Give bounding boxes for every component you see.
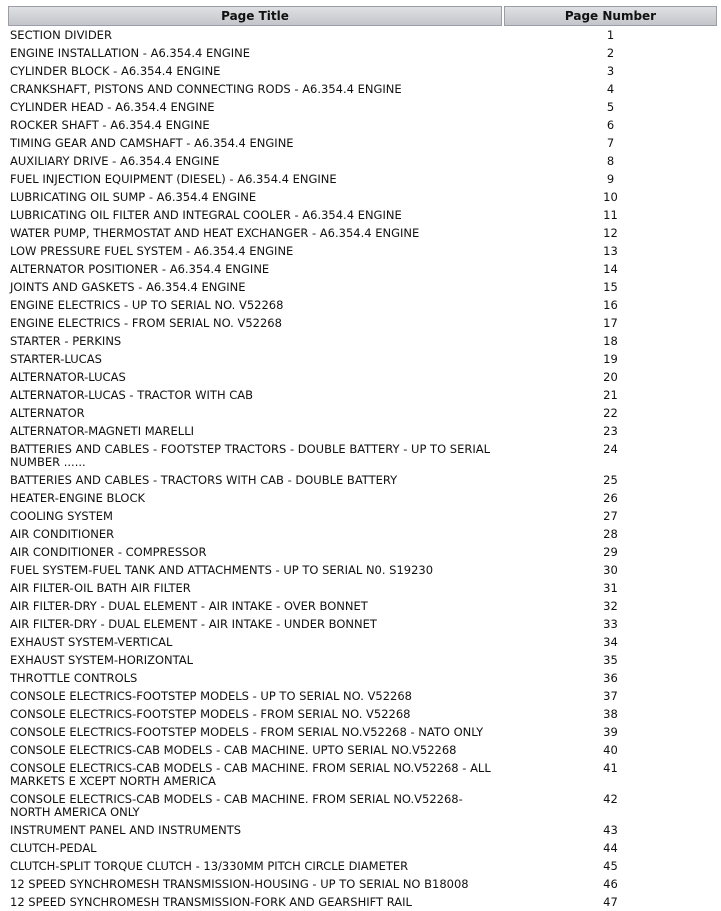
row-page-number: 45	[603, 859, 618, 873]
row-page-number: 9	[606, 172, 615, 186]
table-row[interactable]	[8, 875, 717, 893]
table-row[interactable]	[8, 525, 717, 543]
row-page-number: 11	[603, 208, 618, 222]
table-row[interactable]	[8, 422, 717, 440]
row-page-number: 28	[603, 527, 618, 541]
row-page-title[interactable]: FUEL INJECTION EQUIPMENT (DIESEL) - A6.354.4 ENGINE	[10, 172, 337, 186]
table-row[interactable]	[8, 152, 717, 170]
table-row[interactable]	[8, 790, 717, 821]
table-header-row	[8, 6, 717, 26]
row-page-number: 24	[603, 442, 618, 456]
row-page-number: 37	[603, 689, 618, 703]
row-page-title[interactable]: ENGINE ELECTRICS - FROM SERIAL NO. V52268	[10, 316, 282, 330]
row-page-title[interactable]: CONSOLE ELECTRICS-CAB MODELS - CAB MACHINE. UPTO SERIAL NO.V52268	[10, 743, 457, 757]
row-page-number: 17	[603, 316, 618, 330]
table-row[interactable]	[8, 332, 717, 350]
row-page-number: 7	[606, 136, 615, 150]
row-page-number: 1	[606, 28, 615, 42]
row-page-number: 43	[603, 823, 618, 837]
row-page-number: 19	[603, 352, 618, 366]
row-page-title[interactable]: LUBRICATING OIL FILTER AND INTEGRAL COOLER - A6.354.4 ENGINE	[10, 208, 402, 222]
row-page-title[interactable]: ROCKER SHAFT - A6.354.4 ENGINE	[10, 118, 210, 132]
table-row[interactable]	[8, 857, 717, 875]
row-page-title[interactable]: INSTRUMENT PANEL AND INSTRUMENTS	[10, 823, 242, 837]
row-page-number: 13	[603, 244, 618, 258]
table-row[interactable]	[8, 651, 717, 669]
row-page-title[interactable]: CLUTCH-PEDAL	[10, 841, 97, 855]
row-page-title[interactable]: AUXILIARY DRIVE - A6.354.4 ENGINE	[10, 154, 220, 168]
page-number-column-header[interactable]: Page Number	[504, 6, 717, 26]
row-page-title[interactable]: BATTERIES AND CABLES - TRACTORS WITH CAB - DOUBLE BATTERY	[10, 473, 398, 487]
table-row[interactable]	[8, 597, 717, 615]
table-row[interactable]	[8, 579, 717, 597]
row-page-number: 25	[603, 473, 618, 487]
table-row[interactable]	[8, 278, 717, 296]
row-page-title[interactable]: CONSOLE ELECTRICS-CAB MODELS - CAB MACHINE. FROM SERIAL NO.V52268 - ALL MARKETS E XCEPT NORTH AMERICA	[10, 761, 491, 788]
row-page-title[interactable]: STARTER-LUCAS	[10, 352, 102, 366]
row-page-number: 30	[603, 563, 618, 577]
row-page-title[interactable]: WATER PUMP, THERMOSTAT AND HEAT EXCHANGER - A6.354.4 ENGINE	[10, 226, 420, 240]
row-page-title[interactable]: ALTERNATOR-MAGNETI MARELLI	[10, 424, 194, 438]
row-page-number: 32	[603, 599, 618, 613]
table-row[interactable]	[8, 723, 717, 741]
table-row[interactable]	[8, 134, 717, 152]
row-page-number: 3	[606, 64, 615, 78]
row-page-title[interactable]: ENGINE ELECTRICS - UP TO SERIAL NO. V52268	[10, 298, 284, 312]
row-page-title[interactable]: BATTERIES AND CABLES - FOOTSTEP TRACTORS - DOUBLE BATTERY - UP TO SERIAL NUMBER ......	[10, 442, 490, 469]
row-page-number: 33	[603, 617, 618, 631]
row-page-title[interactable]: EXHAUST SYSTEM-HORIZONTAL	[10, 653, 194, 667]
row-page-number: 39	[603, 725, 618, 739]
page-title-column-header[interactable]: Page Title	[8, 6, 502, 26]
row-page-number: 41	[603, 761, 618, 775]
table-row[interactable]	[8, 839, 717, 857]
table-row[interactable]	[8, 116, 717, 134]
row-page-number: 29	[603, 545, 618, 559]
table-row[interactable]	[8, 314, 717, 332]
table-row[interactable]	[8, 741, 717, 759]
table-row[interactable]	[8, 26, 717, 44]
table-row[interactable]	[8, 296, 717, 314]
row-page-title[interactable]: LUBRICATING OIL SUMP - A6.354.4 ENGINE	[10, 190, 257, 204]
row-page-title[interactable]: SECTION DIVIDER	[10, 28, 112, 42]
row-page-title[interactable]: ALTERNATOR-LUCAS	[10, 370, 126, 384]
row-page-title[interactable]: 12 SPEED SYNCHROMESH TRANSMISSION-HOUSING - UP TO SERIAL NO B18008	[10, 877, 469, 891]
row-page-number: 10	[603, 190, 618, 204]
table-row[interactable]	[8, 350, 717, 368]
row-page-title[interactable]: THROTTLE CONTROLS	[10, 671, 138, 685]
row-page-number: 40	[603, 743, 618, 757]
row-page-title[interactable]: LOW PRESSURE FUEL SYSTEM - A6.354.4 ENGINE	[10, 244, 294, 258]
row-page-title[interactable]: CLUTCH-SPLIT TORQUE CLUTCH - 13/330MM PITCH CIRCLE DIAMETER	[10, 859, 409, 873]
table-row[interactable]	[8, 507, 717, 525]
table-row[interactable]	[8, 561, 717, 579]
row-page-title[interactable]: FUEL SYSTEM-FUEL TANK AND ATTACHMENTS - UP TO SERIAL N0. S19230	[10, 563, 434, 577]
row-page-number: 47	[603, 895, 618, 909]
table-row[interactable]	[8, 489, 717, 507]
row-page-number: 38	[603, 707, 618, 721]
row-page-title[interactable]: ALTERNATOR	[10, 406, 85, 420]
table-row[interactable]	[8, 440, 717, 471]
row-page-number: 2	[606, 46, 615, 60]
table-row[interactable]	[8, 206, 717, 224]
row-page-title[interactable]: AIR FILTER-DRY - DUAL ELEMENT - AIR INTAKE - OVER BONNET	[10, 599, 368, 613]
row-page-number: 6	[606, 118, 615, 132]
row-page-number: 36	[603, 671, 618, 685]
table-row[interactable]	[8, 404, 717, 422]
table-row[interactable]	[8, 62, 717, 80]
row-page-number: 20	[603, 370, 618, 384]
row-page-number: 27	[603, 509, 618, 523]
row-page-title[interactable]: STARTER - PERKINS	[10, 334, 122, 348]
row-page-number: 15	[603, 280, 618, 294]
row-page-title[interactable]: AIR FILTER-OIL BATH AIR FILTER	[10, 581, 191, 595]
row-page-number: 12	[603, 226, 618, 240]
table-row[interactable]	[8, 893, 717, 911]
table-row[interactable]	[8, 98, 717, 116]
row-page-number: 31	[603, 581, 618, 595]
table-row[interactable]	[8, 615, 717, 633]
row-page-title[interactable]: CONSOLE ELECTRICS-FOOTSTEP MODELS - UP TO SERIAL NO. V52268	[10, 689, 412, 703]
row-page-title[interactable]: CONSOLE ELECTRICS-CAB MODELS - CAB MACHINE. FROM SERIAL NO.V52268-NORTH AMERICA ONLY	[10, 792, 463, 819]
row-page-title[interactable]: CRANKSHAFT, PISTONS AND CONNECTING RODS - A6.354.4 ENGINE	[10, 82, 402, 96]
table-row[interactable]	[8, 224, 717, 242]
row-page-number: 4	[606, 82, 615, 96]
table-row[interactable]	[8, 80, 717, 98]
table-body	[8, 26, 717, 911]
row-page-title[interactable]: EXHAUST SYSTEM-VERTICAL	[10, 635, 173, 649]
row-page-number: 23	[603, 424, 618, 438]
table-row[interactable]	[8, 687, 717, 705]
row-page-number: 34	[603, 635, 618, 649]
row-page-number: 46	[603, 877, 618, 891]
table-row[interactable]	[8, 471, 717, 489]
table-row[interactable]	[8, 705, 717, 723]
row-page-title[interactable]: AIR FILTER-DRY - DUAL ELEMENT - AIR INTAKE - UNDER BONNET	[10, 617, 377, 631]
table-row[interactable]	[8, 633, 717, 651]
row-page-title[interactable]: CYLINDER HEAD - A6.354.4 ENGINE	[10, 100, 215, 114]
row-page-number: 42	[603, 792, 618, 806]
row-page-title[interactable]: ENGINE INSTALLATION - A6.354.4 ENGINE	[10, 46, 251, 60]
table-row[interactable]	[8, 386, 717, 404]
row-page-number: 16	[603, 298, 618, 312]
row-page-title[interactable]: CYLINDER BLOCK - A6.354.4 ENGINE	[10, 64, 221, 78]
table-row[interactable]	[8, 170, 717, 188]
row-page-number: 22	[603, 406, 618, 420]
row-page-number: 35	[603, 653, 618, 667]
table-row[interactable]	[8, 821, 717, 839]
row-page-title[interactable]: HEATER-ENGINE BLOCK	[10, 491, 146, 505]
row-page-title[interactable]: AIR CONDITIONER - COMPRESSOR	[10, 545, 207, 559]
row-page-title[interactable]: CONSOLE ELECTRICS-FOOTSTEP MODELS - FROM SERIAL NO.V52268 - NATO ONLY	[10, 725, 484, 739]
row-page-title[interactable]: COOLING SYSTEM	[10, 509, 113, 523]
row-page-number: 18	[603, 334, 618, 348]
table-row[interactable]	[8, 759, 717, 790]
table-row[interactable]	[8, 242, 717, 260]
row-page-title[interactable]: ALTERNATOR POSITIONER - A6.354.4 ENGINE	[10, 262, 270, 276]
row-page-number: 8	[606, 154, 615, 168]
row-page-number: 5	[606, 100, 615, 114]
row-page-title[interactable]: ALTERNATOR-LUCAS - TRACTOR WITH CAB	[10, 388, 254, 402]
page-index-table	[6, 6, 719, 911]
row-page-title[interactable]: TIMING GEAR AND CAMSHAFT - A6.354.4 ENGINE	[10, 136, 294, 150]
table-row[interactable]	[8, 543, 717, 561]
row-page-title[interactable]: 12 SPEED SYNCHROMESH TRANSMISSION-FORK AND GEARSHIFT RAIL	[10, 895, 412, 909]
table-row[interactable]	[8, 669, 717, 687]
table-row[interactable]	[8, 188, 717, 206]
row-page-number: 14	[603, 262, 618, 276]
row-page-number: 26	[603, 491, 618, 505]
row-page-number: 44	[603, 841, 618, 855]
table-row[interactable]	[8, 44, 717, 62]
row-page-title[interactable]: JOINTS AND GASKETS - A6.354.4 ENGINE	[10, 280, 246, 294]
table-row[interactable]	[8, 368, 717, 386]
row-page-title[interactable]: CONSOLE ELECTRICS-FOOTSTEP MODELS - FROM SERIAL NO. V52268	[10, 707, 411, 721]
table-row[interactable]	[8, 260, 717, 278]
row-page-number: 21	[603, 388, 618, 402]
row-page-title[interactable]: AIR CONDITIONER	[10, 527, 115, 541]
